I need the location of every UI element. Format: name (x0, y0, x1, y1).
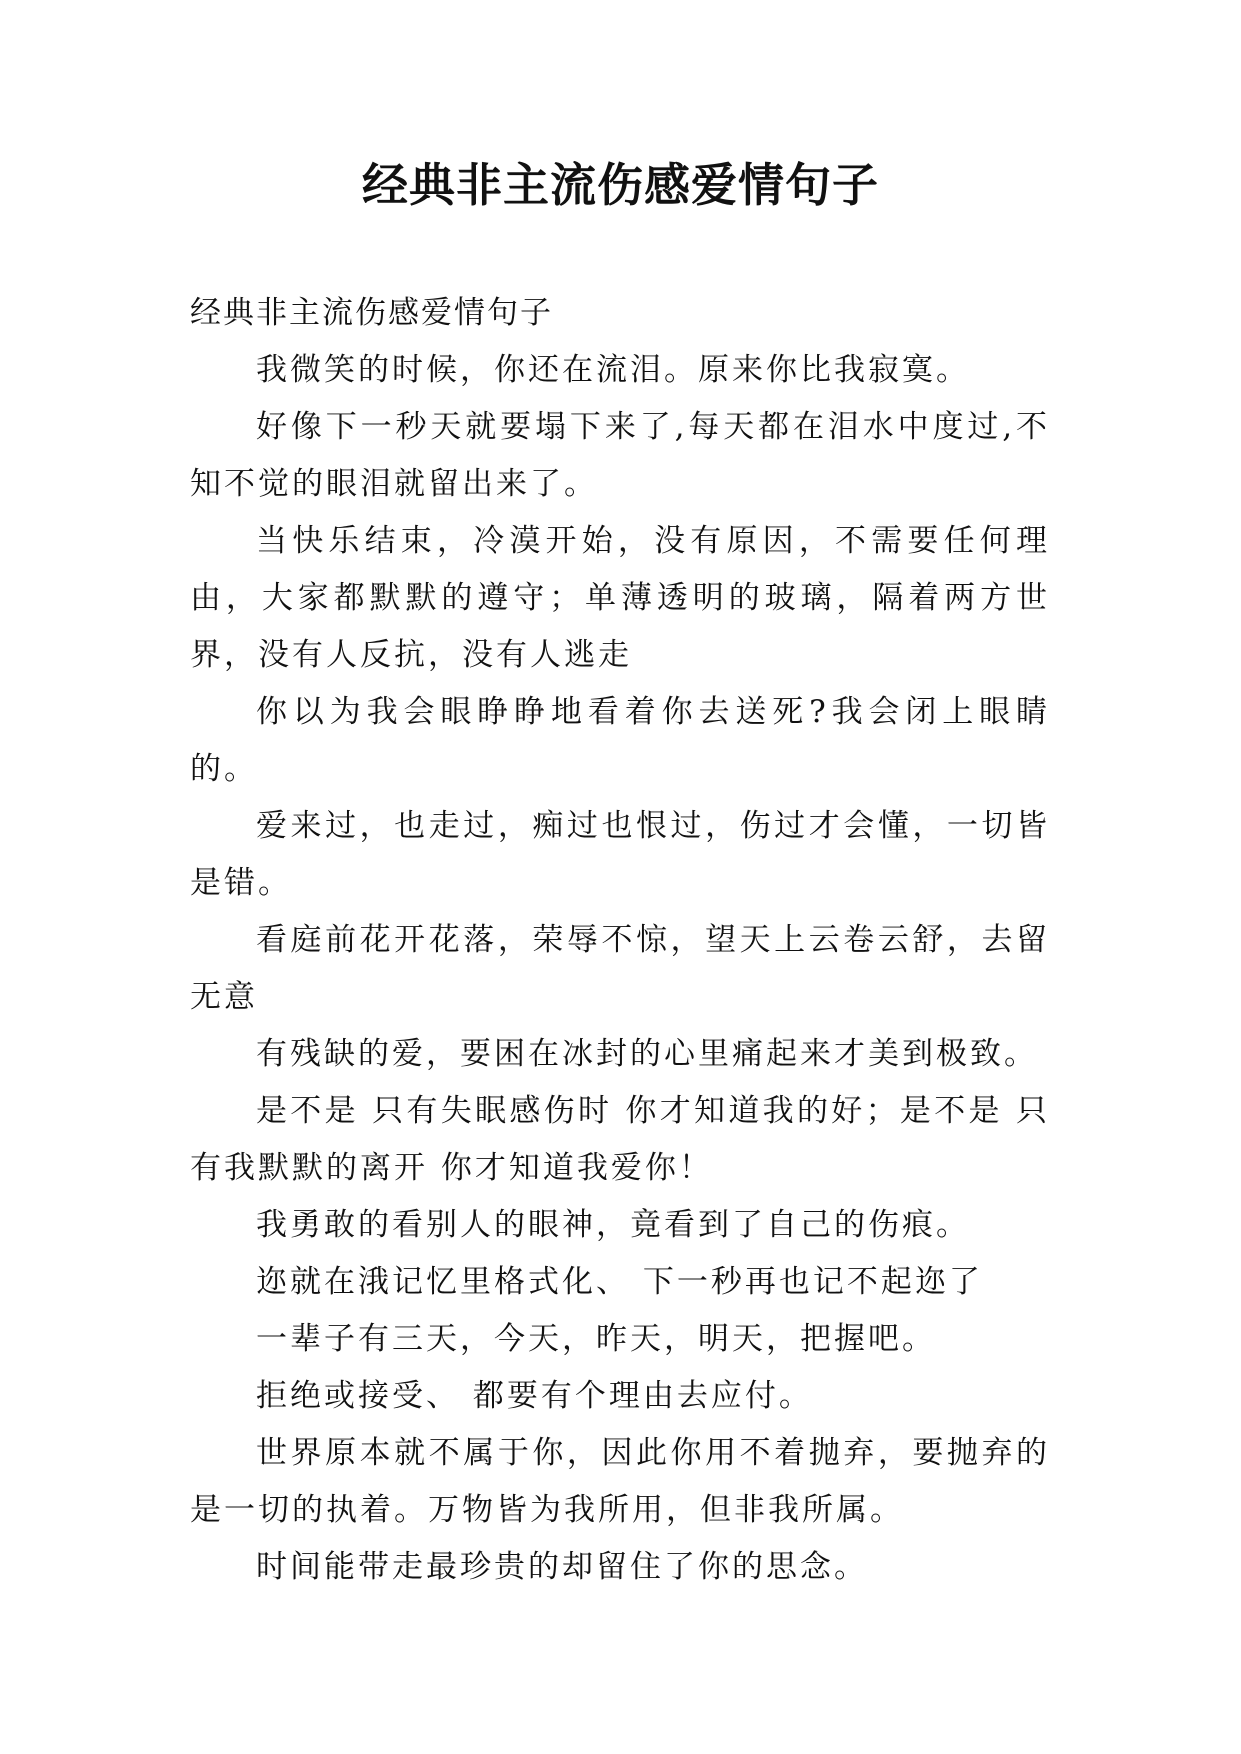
document-subtitle: 经典非主流伤感爱情句子 (190, 295, 553, 331)
paragraph-3: 当快乐结束，冷漠开始，没有原因，不需要任何理由，大家都默默的遵守；单薄透明的玻璃，隔着两方世界，没有人反抗，没有人逃走 (190, 523, 1050, 673)
paragraph-8: 是不是 只有失眠感伤时 你才知道我的好；是不是 只有我默默的离开 你才知道我爱你！ (190, 1093, 1050, 1186)
paragraph-4: 你以为我会眼睁睁地看着你去送死?我会闭上眼睛的。 (190, 694, 1050, 787)
paragraph-2: 好像下一秒天就要塌下来了,每天都在泪水中度过,不知不觉的眼泪就留出来了。 (190, 409, 1050, 502)
paragraph-6: 看庭前花开花落，荣辱不惊，望天上云卷云舒，去留无意 (190, 922, 1050, 1015)
paragraph-13: 世界原本就不属于你，因此你用不着抛弃，要抛弃的是一切的执着。万物皆为我所用，但非我所属。 (190, 1435, 1050, 1528)
paragraph-9: 我勇敢的看别人的眼神，竟看到了自己的伤痕。 (256, 1207, 970, 1243)
paragraph-12: 拒绝或接受、 都要有个理由去应付。 (256, 1378, 813, 1414)
document-body (190, 285, 1050, 1596)
paragraph-1: 我微笑的时候，你还在流泪。原来你比我寂寞。 (256, 352, 970, 388)
paragraph-5: 爱来过，也走过，痴过也恨过，伤过才会懂，一切皆是错。 (190, 808, 1050, 901)
paragraph-10: 迩就在涐记忆里格式化、 下一秒再也记不起迩了 (256, 1264, 983, 1300)
paragraph-11: 一辈子有三天，今天，昨天，明天，把握吧。 (256, 1321, 936, 1357)
paragraph-14: 时间能带走最珍贵的却留住了你的思念。 (256, 1549, 868, 1585)
paragraph-7: 有残缺的爱，要困在冰封的心里痛起来才美到极致。 (256, 1036, 1038, 1072)
document-title: 经典非主流伤感爱情句子 (362, 158, 879, 212)
